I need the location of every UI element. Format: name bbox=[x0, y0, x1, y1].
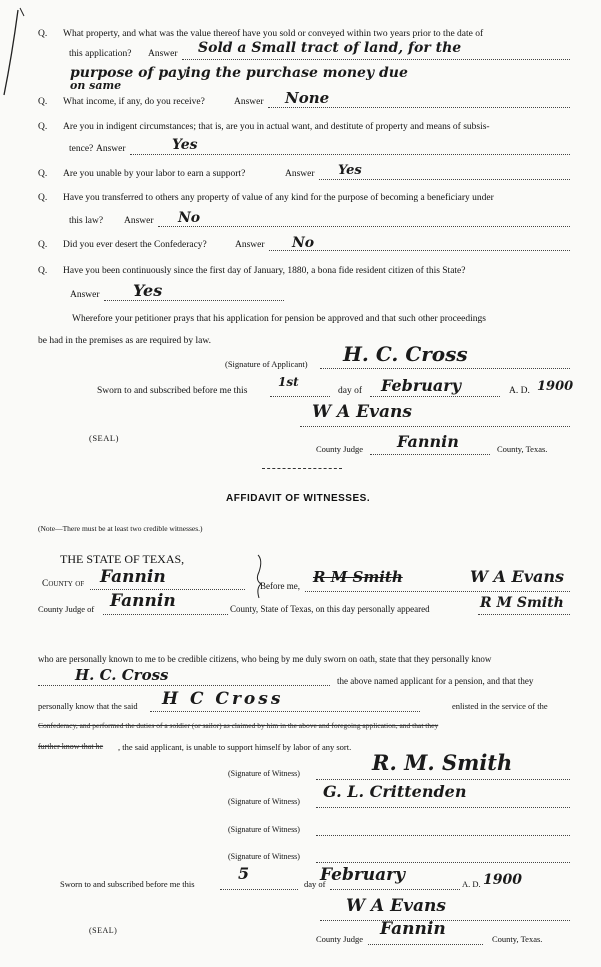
transfer-answer: No bbox=[178, 210, 201, 226]
income-answer: None bbox=[285, 89, 330, 107]
county-of-line bbox=[90, 589, 245, 590]
indigent-answer: Yes bbox=[172, 137, 198, 153]
labor-answer: Yes bbox=[338, 163, 362, 178]
county-value: Fannin bbox=[397, 432, 459, 451]
q-mark: Q. bbox=[38, 193, 48, 203]
answer-label: Answer bbox=[148, 49, 178, 59]
county-judge-of-label: County Judge of bbox=[38, 604, 95, 614]
affidavit-note: (Note—There must be at least two credible witnesses.) bbox=[38, 524, 203, 533]
affidavit-sworn-text: Sworn to and subscribed before me this bbox=[60, 879, 195, 889]
answer-label: Answer bbox=[96, 144, 126, 154]
witness2-line bbox=[316, 807, 570, 808]
affidavit-ad-label: A. D. bbox=[462, 879, 481, 889]
before-name: W A Evans bbox=[470, 567, 565, 586]
struck-before-name: R M Smith bbox=[313, 568, 403, 586]
resident-question: Have you been continuously since the first day of January, 1880, a bona fide resident citizen of this State? bbox=[63, 266, 466, 276]
county-of-label: County of bbox=[42, 579, 85, 589]
witness1-line bbox=[316, 779, 570, 780]
answer-label: Answer bbox=[124, 216, 154, 226]
indigent-question-line2: tence? bbox=[69, 144, 94, 154]
property-question-line1: What property, and what was the value thereof have you sold or conveyed within two years prior to the date of bbox=[63, 29, 484, 39]
affidavit-year: 1900 bbox=[483, 872, 522, 888]
state-of-texas-line: County, State of Texas, on this day personally appeared bbox=[230, 604, 430, 614]
sworn-year: 1900 bbox=[537, 379, 574, 394]
q-mark: Q. bbox=[38, 122, 48, 132]
property-answer-line2: purpose of paying the purchase money due bbox=[70, 65, 408, 81]
witness2-label: (Signature of Witness) bbox=[228, 797, 300, 806]
county-texas-label: County, Texas. bbox=[497, 444, 548, 454]
q-mark: Q. bbox=[38, 97, 48, 107]
state-heading: THE STATE OF TEXAS, bbox=[60, 552, 185, 566]
appeared-name: R M Smith bbox=[480, 595, 564, 611]
said-name: H C Cross bbox=[162, 689, 284, 709]
witness1-label: (Signature of Witness) bbox=[228, 769, 300, 778]
witness3-label: (Signature of Witness) bbox=[228, 825, 300, 834]
judge-signature: W A Evans bbox=[312, 402, 412, 422]
affidavit-month: February bbox=[320, 865, 406, 885]
applicant-signature: H. C. Cross bbox=[343, 342, 468, 366]
day-of-label: day of bbox=[338, 386, 363, 396]
transfer-question-line1: Have you transferred to others any property of value of any kind for the purpose of becoming a beneficiary under bbox=[63, 193, 494, 203]
q-mark: Q. bbox=[38, 240, 48, 250]
struck-service-line: Confederacy, and performed the duties of a soldier (or sailor) as claimed by him in the above and foregoing application, and that they bbox=[38, 721, 439, 730]
county-judge-label: County Judge bbox=[316, 444, 363, 454]
ad-label: A. D. bbox=[509, 386, 530, 396]
affidavit-county-judge-label: County Judge bbox=[316, 934, 363, 944]
wherefore-line1: Wherefore your petitioner prays that his application for pension be approved and that such other proceedings bbox=[72, 314, 486, 324]
affidavit-county-texas-label: County, Texas. bbox=[492, 934, 543, 944]
affidavit-judge-signature: W A Evans bbox=[346, 896, 446, 916]
affidavit-day-line bbox=[220, 889, 298, 890]
personally-know-text: personally know that the said bbox=[38, 701, 138, 711]
before-me-label: Before me, bbox=[260, 581, 300, 591]
answer-label: Answer bbox=[235, 240, 265, 250]
answer-label: Answer bbox=[234, 97, 264, 107]
answer-label: Answer bbox=[285, 169, 315, 179]
county-of-value: Fannin bbox=[100, 567, 166, 587]
applicant-name-line bbox=[38, 685, 330, 686]
seal-label: (SEAL) bbox=[89, 433, 119, 443]
property-question-line2: this application? bbox=[69, 49, 132, 59]
county-judge-of-value: Fannin bbox=[110, 591, 176, 611]
affidavit-title: AFFIDAVIT OF WITNESSES. bbox=[226, 493, 371, 504]
transfer-question-line2: this law? bbox=[69, 216, 104, 226]
enlisted-text: enlisted in the service of the bbox=[452, 701, 548, 711]
affidavit-county-value: Fannin bbox=[380, 919, 446, 939]
said-name-line bbox=[150, 711, 420, 712]
affidavit-month-line bbox=[330, 889, 460, 890]
affidavit-applicant-name: H. C. Cross bbox=[75, 666, 169, 684]
income-question: What income, if any, do you receive? bbox=[63, 97, 205, 107]
property-answer-line3: on same bbox=[70, 79, 122, 92]
witness3-line bbox=[316, 835, 570, 836]
witness1-signature: R. M. Smith bbox=[372, 750, 513, 775]
q-mark: Q. bbox=[38, 266, 48, 276]
affidavit-county-line bbox=[368, 944, 483, 945]
witness4-line bbox=[316, 862, 570, 863]
sworn-day: 1st bbox=[278, 375, 299, 389]
wherefore-line2: be had in the premises as are required by law. bbox=[38, 336, 211, 346]
property-answer-line1: Sold a Small tract of land, for the bbox=[198, 40, 462, 56]
q-mark: Q. bbox=[38, 29, 48, 39]
desert-question: Did you ever desert the Confederacy? bbox=[63, 240, 207, 250]
sworn-text: Sworn to and subscribed before me this bbox=[97, 386, 248, 396]
sworn-month: February bbox=[381, 376, 462, 395]
desert-answer: No bbox=[292, 235, 315, 251]
affidavit-seal-label: (SEAL) bbox=[89, 926, 118, 935]
indigent-question-line1: Are you in indigent circumstances; that is, are you in actual want, and destitute of property and means of subsis- bbox=[63, 122, 490, 132]
answer-label: Answer bbox=[70, 290, 100, 300]
affidavit-day-of-label: day of bbox=[304, 879, 326, 889]
appeared-line bbox=[478, 614, 570, 615]
before-line bbox=[305, 591, 570, 592]
affidavit-day: 5 bbox=[238, 864, 250, 883]
witness2-signature: G. L. Crittenden bbox=[323, 782, 467, 801]
resident-answer: Yes bbox=[133, 281, 163, 300]
further-know-struck: further know that he bbox=[38, 742, 104, 751]
witness4-label: (Signature of Witness) bbox=[228, 852, 300, 861]
county-judge-of-line bbox=[103, 614, 228, 615]
above-named-text: the above named applicant for a pension, and that they bbox=[337, 676, 534, 686]
who-line: who are personally known to me to be credible citizens, who being by me duly sworn on oath, state that they personally know bbox=[38, 654, 492, 664]
signature-of-applicant-label: (Signature of Applicant) bbox=[225, 359, 308, 369]
labor-question: Are you unable by your labor to earn a support? bbox=[63, 169, 246, 179]
q-mark: Q. bbox=[38, 169, 48, 179]
unable-support-text: , the said applicant, is unable to support himself by labor of any sort. bbox=[118, 742, 352, 752]
